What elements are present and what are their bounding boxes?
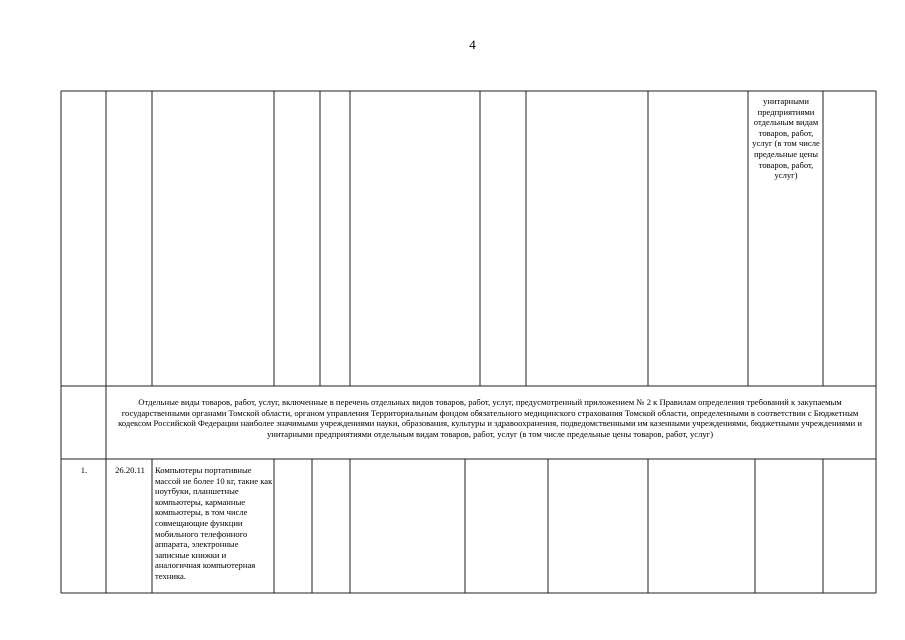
row-number: 1. (80, 465, 88, 475)
page-number: 4 (469, 37, 476, 52)
header-cell-note: унитарными предприятиями отдельным видам товаров, работ, услуг (в том числе предельные цены товаров, работ, услуг) (752, 96, 820, 181)
section-heading-text: Отдельные виды товаров, работ, услуг, включенные в перечень отдельных видов товаров, работ, услуг, предусмотренный приложением № 2 к Правилам определения требований к закупаемым государственными органами Томской области, органом управления Территориальным фондом обязательного медицинского страхования Томской области, определенными в соответствии с Бюджетным кодексом Российской Федерации наиболее значимыми учреждениями науки, образования, культуры и здравоохранения, подведомственными им казенными учреждениями, бюджетными учреждениями и унитарными предприятиями отдельным видам товаров, работ, услуг (в том числе предельные цены товаров, работ, услуг) (118, 397, 862, 439)
row-okpd-code: 26.20.11 (115, 465, 145, 475)
row-item-name: Компьютеры портативные массой не более 10 кг, такие как ноутбуки, планшетные компьютеры, карманные компьютеры, в том числе совмещающие функции мобильного телефонного аппарата, электронные записные книжки и аналогичная компьютерная техника. (155, 465, 273, 581)
